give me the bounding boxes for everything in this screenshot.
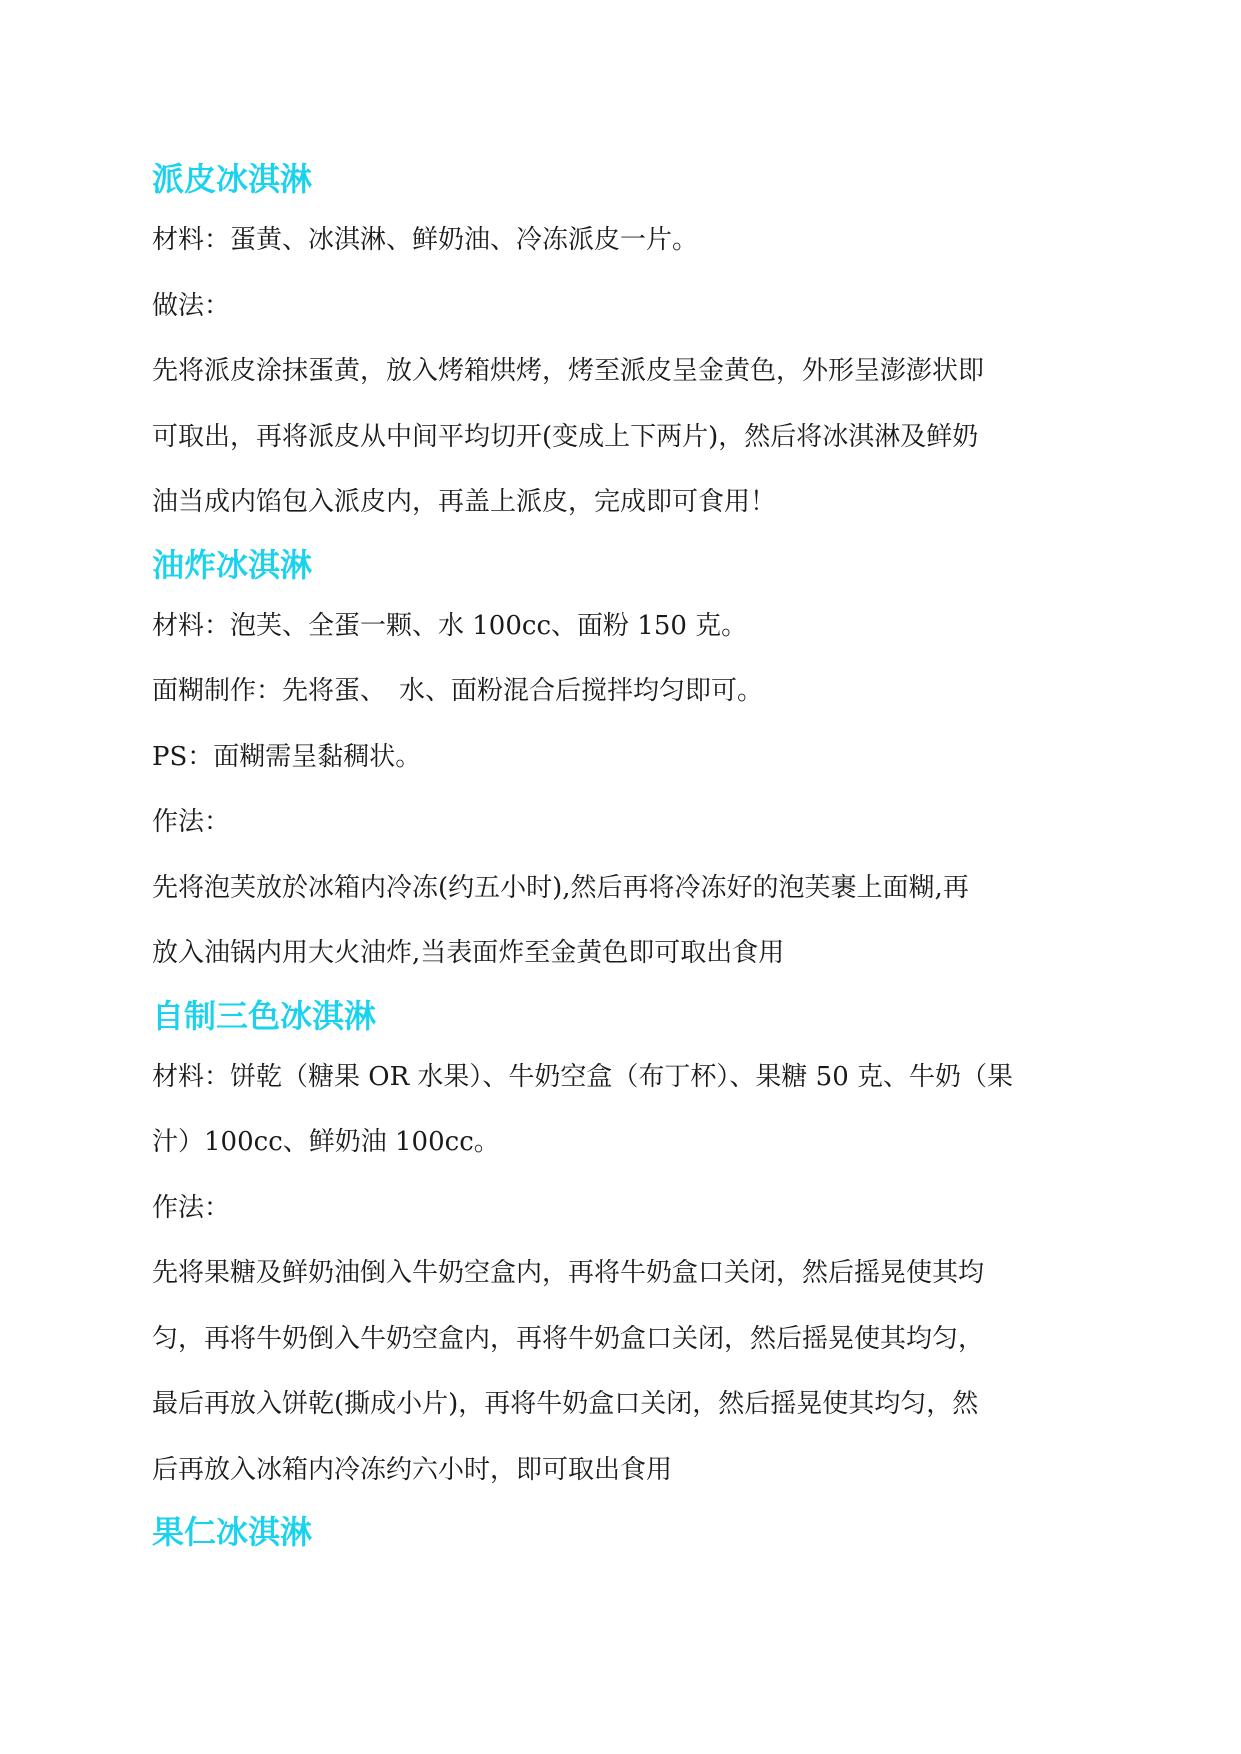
method-text-line: 后再放入冰箱内冷冻约六小时，即可取出食用 xyxy=(152,1454,673,1485)
method-text-line: 匀，再将牛奶倒入牛奶空盒内，再将牛奶盒口关闭，然后摇晃使其均匀， xyxy=(152,1323,985,1354)
recipe-title: 果仁冰淇淋 xyxy=(152,1513,313,1551)
method-label: 作法： xyxy=(152,1192,231,1223)
method-text-line: 先将果糖及鲜奶油倒入牛奶空盒内，再将牛奶盒口关闭，然后摇晃使其均 xyxy=(152,1258,985,1288)
method-label: 做法： xyxy=(152,290,231,321)
method-text-line: 最后再放入饼乾(撕成小片)，再将牛奶盒口关闭，然后摇晃使其均匀，然 xyxy=(152,1389,979,1419)
note-line: PS：面糊需呈黏稠状。 xyxy=(152,741,422,772)
recipe-section-nut-ice-cream xyxy=(152,1503,1092,1561)
batter-line: 面糊制作：先将蛋、 水、面粉混合后搅拌均匀即可。 xyxy=(152,676,764,706)
document-page xyxy=(152,150,1092,1561)
method-text-line: 可取出，再将派皮从中间平均切开(变成上下两片)，然后将冰淇淋及鲜奶 xyxy=(152,421,979,452)
method-text-line: 先将派皮涂抹蛋黄，放入烤箱烘烤，烤至派皮呈金黄色，外形呈澎澎状即 xyxy=(152,356,985,386)
ingredients-line: 材料：饼乾（糖果 OR 水果）、牛奶空盒（布丁杯）、果糖 50 克、牛奶（果 xyxy=(152,1061,1014,1092)
recipe-section-pie-ice-cream xyxy=(152,150,1092,536)
ingredients-line: 汁）100cc、鲜奶油 100cc。 xyxy=(152,1127,500,1157)
ingredients-line: 材料：蛋黄、冰淇淋、鲜奶油、冷冻派皮一片。 xyxy=(152,225,699,255)
recipe-title: 自制三色冰淇淋 xyxy=(152,996,377,1035)
method-label: 作法： xyxy=(152,807,231,837)
ingredients-line: 材料：泡芙、全蛋一颗、水 100cc、面粉 150 克。 xyxy=(152,610,748,641)
method-text-line: 油当成内馅包入派皮内，再盖上派皮，完成即可食用！ xyxy=(152,487,777,517)
recipe-title: 油炸冰淇淋 xyxy=(152,545,313,584)
recipe-section-three-color-ice-cream xyxy=(152,987,1092,1504)
method-text-line: 先将泡芙放於冰箱内冷冻(约五小时),然后再将冷冻好的泡芙裹上面糊,再 xyxy=(152,872,969,903)
method-text-line: 放入油锅内用大火油炸,当表面炸至金黄色即可取出食用 xyxy=(152,938,785,968)
recipe-section-fried-ice-cream xyxy=(152,536,1092,987)
recipe-title: 派皮冰淇淋 xyxy=(152,160,313,198)
